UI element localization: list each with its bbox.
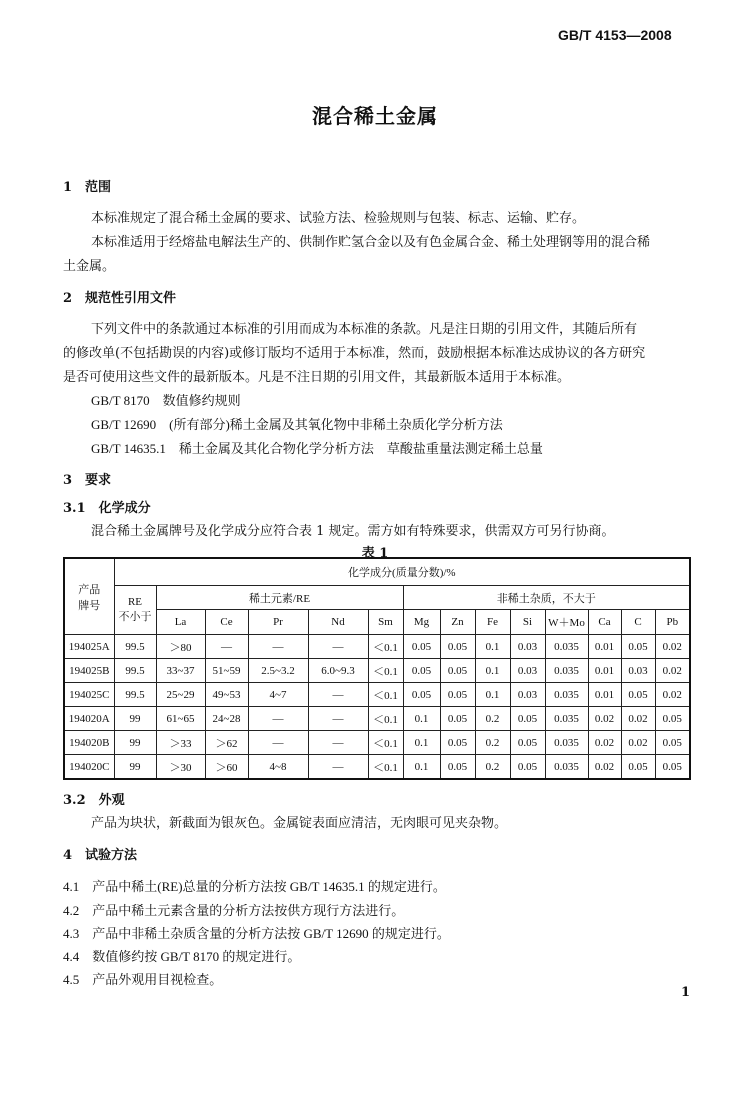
value-cell: ＜0.1 [368,707,403,731]
value-cell: 0.02 [655,683,690,707]
value-cell: 51~59 [205,659,248,683]
column-header: Ce [205,610,248,635]
column-header: Si [510,610,545,635]
value-cell: 0.05 [621,683,655,707]
value-cell: 99 [114,755,156,780]
header-re-label: RE [127,596,143,608]
table-caption: 表 1 [361,546,389,561]
column-header: Fe [475,610,510,635]
value-cell: 99 [114,707,156,731]
table-row [64,635,690,659]
value-cell: 0.2 [475,707,510,731]
value-cell: 0.1 [403,707,440,731]
value-cell: 0.05 [403,659,440,683]
value-cell: 0.05 [440,707,475,731]
value-cell: 61~65 [156,707,205,731]
section-1-paragraph-2-cont: 土金属。 [63,259,116,274]
value-cell: 0.05 [440,755,475,780]
value-cell: 0.02 [588,731,621,755]
item-4-5: 4.5 产品外观用目视检查。 [63,972,223,987]
value-cell: 0.05 [440,683,475,707]
item-4-2: 4.2 产品中稀土元素含量的分析方法按供方现行方法进行。 [63,903,405,918]
header-re [114,586,156,635]
value-cell: 0.2 [475,755,510,780]
value-cell: — [308,707,368,731]
standard-number: GB/T 4153—2008 [558,27,672,43]
section-1-paragraph-1: 本标准规定了混合稀土金属的要求、试验方法、检验规则与包装、标志、运输、贮存。 [91,211,586,226]
header-re-min: 不小于 [118,611,152,623]
item-4-4: 4.4 数值修约按 GB/T 8170 的规定进行。 [63,949,301,964]
value-cell: 0.02 [621,707,655,731]
section-2-heading: 2 规范性引用文件 [63,291,177,306]
value-cell: 0.1 [403,755,440,780]
value-cell: 0.01 [588,635,621,659]
value-cell: 0.1 [403,731,440,755]
value-cell: 24~28 [205,707,248,731]
grade-cell: 194020B [64,731,114,755]
value-cell: 0.05 [510,707,545,731]
page-number: 1 [681,985,691,1000]
value-cell: 0.03 [510,659,545,683]
section-2-paragraph-line-3: 是否可使用这些文件的最新版本。凡是不注日期的引用文件，其最新版本适用于本标准。 [63,370,571,385]
value-cell: 0.05 [440,731,475,755]
column-header: Pb [655,610,690,635]
value-cell: 99.5 [114,659,156,683]
value-cell: 0.035 [545,731,588,755]
value-cell: 49~53 [205,683,248,707]
table-row [64,707,690,731]
column-header: Ca [588,610,621,635]
value-cell: — [308,731,368,755]
value-cell: ＞60 [205,755,248,780]
value-cell: ＞30 [156,755,205,780]
column-header: Mg [403,610,440,635]
value-cell: 0.03 [510,683,545,707]
section-3-2-heading: 3.2 外观 [63,793,125,808]
value-cell: 0.05 [403,635,440,659]
value-cell: 6.0~9.3 [308,659,368,683]
value-cell: 2.5~3.2 [248,659,308,683]
value-cell: 33~37 [156,659,205,683]
value-cell: — [205,635,248,659]
value-cell: 0.02 [621,731,655,755]
item-4-1: 4.1 产品中稀土(RE)总量的分析方法按 GB/T 14635.1 的规定进行。 [63,879,446,894]
value-cell: 0.035 [545,683,588,707]
header-impurities: 非稀土杂质，不大于 [403,586,690,610]
table-row [64,755,690,780]
value-cell: 0.02 [655,659,690,683]
column-header: La [156,610,205,635]
value-cell: — [248,731,308,755]
value-cell: 0.01 [588,659,621,683]
header-grade-line-1: 产品 [78,583,101,596]
value-cell: 0.05 [440,659,475,683]
section-2-paragraph-line-2: 的修改单(不包括勘误的内容)或修订版均不适用于本标准，然而，鼓励根据本标准达成协议的各方研究 [63,346,646,361]
section-1-heading: 1 范围 [63,180,112,195]
section-3-2-paragraph: 产品为块状，新截面为银灰色。金属锭表面应清洁，无肉眼可见夹杂物。 [91,816,508,831]
grade-cell: 194020C [64,755,114,780]
value-cell: 0.05 [655,731,690,755]
value-cell: 4~7 [248,683,308,707]
value-cell: 0.1 [475,659,510,683]
value-cell: 0.02 [655,635,690,659]
value-cell: ＜0.1 [368,755,403,780]
value-cell: — [308,683,368,707]
value-cell: — [248,707,308,731]
reference-3: GB/T 14635.1 稀土金属及其化合物化学分析方法 草酸盐重量法测定稀土总量 [91,441,543,456]
value-cell: — [248,635,308,659]
value-cell: 0.035 [545,755,588,780]
reference-2: GB/T 12690 (所有部分)稀土金属及其氧化物中非稀土杂质化学分析方法 [91,417,503,432]
value-cell: 99.5 [114,683,156,707]
grade-cell: 194020A [64,707,114,731]
column-header: Nd [308,610,368,635]
value-cell: ＜0.1 [368,659,403,683]
value-cell: 0.05 [440,635,475,659]
value-cell: 0.03 [510,635,545,659]
value-cell: ＞33 [156,731,205,755]
header-re-elements: 稀土元素/RE [156,586,403,610]
value-cell: 0.02 [588,755,621,780]
value-cell: — [308,635,368,659]
item-4-3: 4.3 产品中非稀土杂质含量的分析方法按 GB/T 12690 的规定进行。 [63,926,450,941]
column-header: Pr [248,610,308,635]
value-cell: 99 [114,731,156,755]
value-cell: 0.05 [403,683,440,707]
value-cell: 0.05 [621,635,655,659]
section-4-heading: 4 试验方法 [63,848,138,863]
section-1-paragraph-2: 本标准适用于经熔盐电解法生产的、供制作贮氢合金以及有色金属合金、稀土处理钢等用的混合稀 [91,235,651,250]
table-body [64,635,690,780]
section-3-1-heading: 3.1 化学成分 [63,501,151,516]
section-3-heading: 3 要求 [63,473,112,488]
value-cell: 0.05 [655,755,690,780]
value-cell: 0.035 [545,635,588,659]
value-cell: 0.2 [475,731,510,755]
section-3-1-paragraph: 混合稀土金属牌号及化学成分应符合表 1 规定。需方如有特殊要求，供需双方可另行协商。 [91,524,615,539]
header-grade [64,558,114,635]
value-cell: 0.035 [545,707,588,731]
value-cell: 0.05 [510,731,545,755]
value-cell: 4~8 [248,755,308,780]
value-cell: 0.03 [621,659,655,683]
chemical-composition-table [63,557,691,780]
value-cell: ＜0.1 [368,683,403,707]
value-cell: — [308,755,368,780]
column-header: Zn [440,610,475,635]
grade-cell: 194025B [64,659,114,683]
value-cell: 99.5 [114,635,156,659]
value-cell: ＞80 [156,635,205,659]
grade-cell: 194025A [64,635,114,659]
grade-cell: 194025C [64,683,114,707]
value-cell: 0.05 [621,755,655,780]
value-cell: 0.1 [475,635,510,659]
value-cell: 0.01 [588,683,621,707]
column-header: Sm [368,610,403,635]
value-cell: ＞62 [205,731,248,755]
table-row [64,683,690,707]
value-cell: ＜0.1 [368,635,403,659]
value-cell: 0.035 [545,659,588,683]
value-cell: 0.05 [510,755,545,780]
column-header: C [621,610,655,635]
value-cell: 25~29 [156,683,205,707]
reference-1: GB/T 8170 数值修约规则 [91,393,241,408]
column-header: W＋Mo [545,610,588,635]
section-2-paragraph-line-1: 下列文件中的条款通过本标准的引用而成为本标准的条款。凡是注日期的引用文件，其随后所有 [91,322,638,337]
header-composition: 化学成分(质量分数)/% [114,558,690,586]
page-title: 混合稀土金属 [312,104,438,128]
header-grade-line-2: 牌号 [78,599,101,612]
value-cell: 0.05 [655,707,690,731]
value-cell: ＜0.1 [368,731,403,755]
value-cell: 0.02 [588,707,621,731]
table-row [64,731,690,755]
value-cell: 0.1 [475,683,510,707]
table-row [64,659,690,683]
